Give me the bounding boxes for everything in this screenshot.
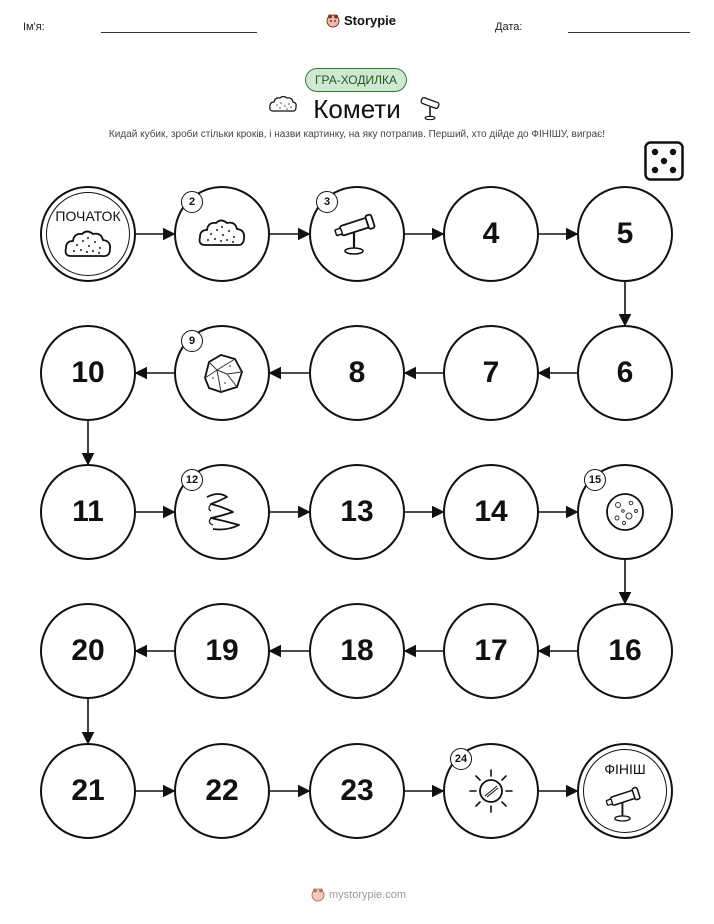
moon-icon — [602, 489, 648, 535]
cell-number: 4 — [482, 217, 500, 250]
board-cell[interactable] — [309, 325, 405, 421]
start-label: ПОЧАТОК — [55, 208, 121, 224]
cloud-icon — [197, 216, 247, 252]
cell-number: 11 — [72, 495, 104, 528]
finish-cell[interactable] — [577, 743, 673, 839]
board-cell[interactable] — [40, 325, 136, 421]
cell-number: 20 — [71, 634, 105, 667]
telescope-icon — [604, 783, 647, 826]
cell-number-badge: 24 — [450, 748, 472, 770]
board-cell[interactable] — [443, 464, 539, 560]
cell-number: 10 — [71, 356, 105, 389]
footer-url[interactable]: mystorypie.com — [329, 889, 407, 901]
cell-number: 21 — [71, 774, 105, 807]
cell-number: 19 — [205, 634, 239, 667]
start-cell[interactable] — [40, 186, 136, 282]
cell-number: 23 — [340, 774, 374, 807]
board-cell[interactable] — [577, 325, 673, 421]
board-cell[interactable] — [309, 464, 405, 560]
cell-number-badge: 9 — [181, 330, 203, 352]
finish-label: ФІНІШ — [604, 761, 646, 777]
board-cell[interactable] — [577, 603, 673, 699]
cell-number: 17 — [474, 634, 508, 667]
board-cell[interactable] — [40, 603, 136, 699]
ribbon-tail-icon — [197, 487, 247, 537]
cell-number: 18 — [340, 634, 374, 667]
inner-ring — [46, 192, 130, 276]
cell-number: 16 — [608, 634, 642, 667]
board-cell[interactable] — [443, 603, 539, 699]
board-cell[interactable] — [309, 743, 405, 839]
board-cell[interactable] — [40, 743, 136, 839]
board-cell[interactable] — [174, 743, 270, 839]
cell-number: 6 — [616, 356, 634, 389]
board-cell[interactable] — [577, 186, 673, 282]
board-cell[interactable] — [309, 603, 405, 699]
board-cell[interactable] — [443, 186, 539, 282]
cell-number: 22 — [205, 774, 239, 807]
board-cell[interactable] — [443, 325, 539, 421]
board-cell[interactable] — [40, 464, 136, 560]
storypie-mascot-icon — [311, 888, 325, 902]
telescope-icon — [332, 209, 382, 259]
cell-number: 14 — [474, 495, 508, 528]
date-label: Дата: — [495, 21, 523, 33]
cell-number-badge: 3 — [316, 191, 338, 213]
cell-number-badge: 12 — [181, 469, 203, 491]
instructions-text: Кидай кубик, зроби стільки кроків, і назви картинку, на яку потрапив. Перший, хто дійде до ФІНІШУ, виграє! — [108, 129, 606, 140]
cell-number: 7 — [482, 356, 500, 389]
board-cell[interactable] — [174, 603, 270, 699]
rock-icon — [197, 350, 247, 396]
name-label: Ім'я: — [23, 21, 45, 33]
cell-number: 5 — [616, 217, 634, 250]
sun-icon — [466, 766, 516, 816]
page-title: Комети — [313, 94, 401, 124]
cell-number: 13 — [340, 495, 374, 528]
brand-name: Storypie — [344, 13, 397, 28]
game-type-badge: ГРА-ХОДИЛКА — [305, 68, 407, 92]
cell-number: 8 — [348, 356, 366, 389]
cell-number-badge: 15 — [584, 469, 606, 491]
footer — [311, 888, 406, 902]
cell-number-badge: 2 — [181, 191, 203, 213]
